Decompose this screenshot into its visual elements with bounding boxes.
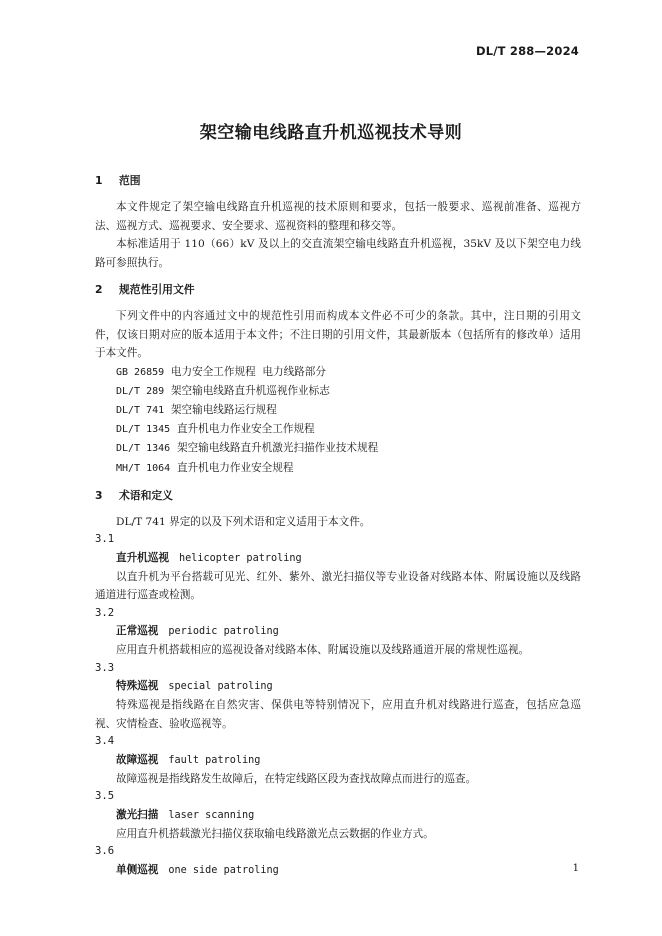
reference-item: [95, 382, 581, 401]
section-title: 范围: [119, 174, 141, 187]
reference-code: DL/T 1345: [116, 424, 171, 436]
term-english: special patroling: [168, 681, 273, 693]
document-title: 架空输电线路直升机巡视技术导则: [199, 123, 463, 143]
term-definition: 以直升机为平台搭载可见光、红外、紫外、激光扫描仪等专业设备对线路本体、附属设施以及线路通道进行巡查或检测。: [95, 570, 581, 602]
reference-item: [95, 459, 581, 478]
term-heading: [95, 622, 581, 641]
reference-title: 架空输电线路直升机激光扫描作业技术规程: [176, 442, 379, 455]
clause-number: 3.6: [95, 845, 115, 858]
section-heading-terms: [95, 487, 581, 505]
scope-paragraph-1: 本文件规定了架空输电线路直升机巡视的技术原则和要求，包括一般要求、巡视前准备、巡视方法、巡视方式、巡视要求、安全要求、巡视资料的整理和移交等。: [95, 201, 581, 232]
section-number: 2: [95, 283, 103, 296]
reference-title: 直升机电力作业安全工作规程: [176, 423, 315, 436]
reference-title: 架空输电线路直升机巡视作业标志: [170, 384, 330, 397]
term-entry: [95, 733, 581, 788]
term-entry: [95, 788, 581, 843]
term-chinese: 正常巡视: [116, 625, 159, 638]
document-body: [95, 172, 581, 880]
references-intro: 下列文件中的内容通过文中的规范性引用而构成本文件必不可少的条款。其中，注日期的引用文件，仅该日期对应的版本适用于本文件；不注日期的引用文件，其最新版本（包括所有的修改单）适用于本文件。: [95, 310, 581, 359]
clause-number: 3.3: [95, 661, 115, 674]
standard-code: DL/T 288—2024: [475, 44, 579, 58]
reference-title: 电力安全工作规程 电力线路部分: [170, 365, 326, 378]
clause-number: 3.4: [95, 735, 115, 748]
reference-title: 直升机电力作业安全规程: [176, 461, 294, 474]
term-definition: 特殊巡视是指线路在自然灾害、保供电等特别情况下，应用直升机对线路进行巡查，包括应急巡视、灾情检查、验收巡视等。: [95, 699, 581, 730]
term-english: periodic patroling: [168, 626, 279, 638]
reference-code: DL/T 1346: [116, 443, 171, 455]
term-chinese: 激光扫描: [116, 808, 159, 821]
term-heading: [95, 806, 581, 825]
term-entry: [95, 605, 581, 660]
term-heading: [95, 549, 581, 568]
clause-number: 3.2: [95, 606, 115, 619]
section-number: 3: [95, 488, 103, 502]
reference-code: DL/T 741: [116, 404, 165, 416]
term-english: laser scanning: [168, 809, 255, 821]
term-entry: [95, 531, 581, 605]
section-number: 1: [95, 174, 103, 187]
terms-intro: DL/T 741 界定的以及下列术语和定义适用于本文件。: [116, 515, 371, 528]
reference-item: [95, 401, 581, 420]
section-title: 规范性引用文件: [119, 283, 195, 296]
section-title: 术语和定义: [119, 488, 173, 502]
scope-paragraph-2: 本标准适用于 110（66）kV 及以上的交直流架空输电线路直升机巡视，35kV 及以下架空电力线路可参照执行。: [95, 238, 581, 269]
reference-title: 架空输电线路运行规程: [170, 403, 277, 416]
section-heading-normative-references: [95, 281, 581, 299]
term-heading: [95, 861, 581, 880]
reference-item: [95, 439, 581, 458]
term-heading: [95, 751, 581, 770]
clause-number: 3.5: [95, 790, 115, 803]
reference-code: MH/T 1064: [116, 462, 171, 474]
term-definition: 故障巡视是指线路发生故障后，在特定线路区段为查找故障点而进行的巡查。: [116, 772, 477, 785]
clause-number: 3.1: [95, 533, 115, 546]
term-entry: [95, 843, 581, 880]
term-chinese: 直升机巡视: [116, 551, 169, 564]
reference-code: GB 26859: [116, 366, 165, 378]
term-english: helicopter patroling: [178, 552, 302, 564]
term-chinese: 特殊巡视: [116, 680, 159, 693]
page-number: 1: [572, 863, 579, 874]
term-definition: 应用直升机搭载相应的巡视设备对线路本体、附属设施以及线路通道开展的常规性巡视。: [116, 644, 530, 657]
reference-list: [95, 363, 581, 478]
term-english: fault patroling: [168, 754, 261, 766]
term-english: one side patroling: [168, 864, 279, 876]
term-definition: 应用直升机搭载激光扫描仪获取输电线路激光点云数据的作业方式。: [116, 827, 434, 840]
reference-item: [95, 420, 581, 439]
term-entry: [95, 660, 581, 734]
reference-code: DL/T 289: [116, 385, 165, 397]
term-chinese: 单侧巡视: [116, 863, 159, 876]
term-chinese: 故障巡视: [116, 753, 159, 766]
term-heading: [95, 677, 581, 696]
reference-item: [95, 363, 581, 382]
section-heading-scope: [95, 172, 581, 190]
